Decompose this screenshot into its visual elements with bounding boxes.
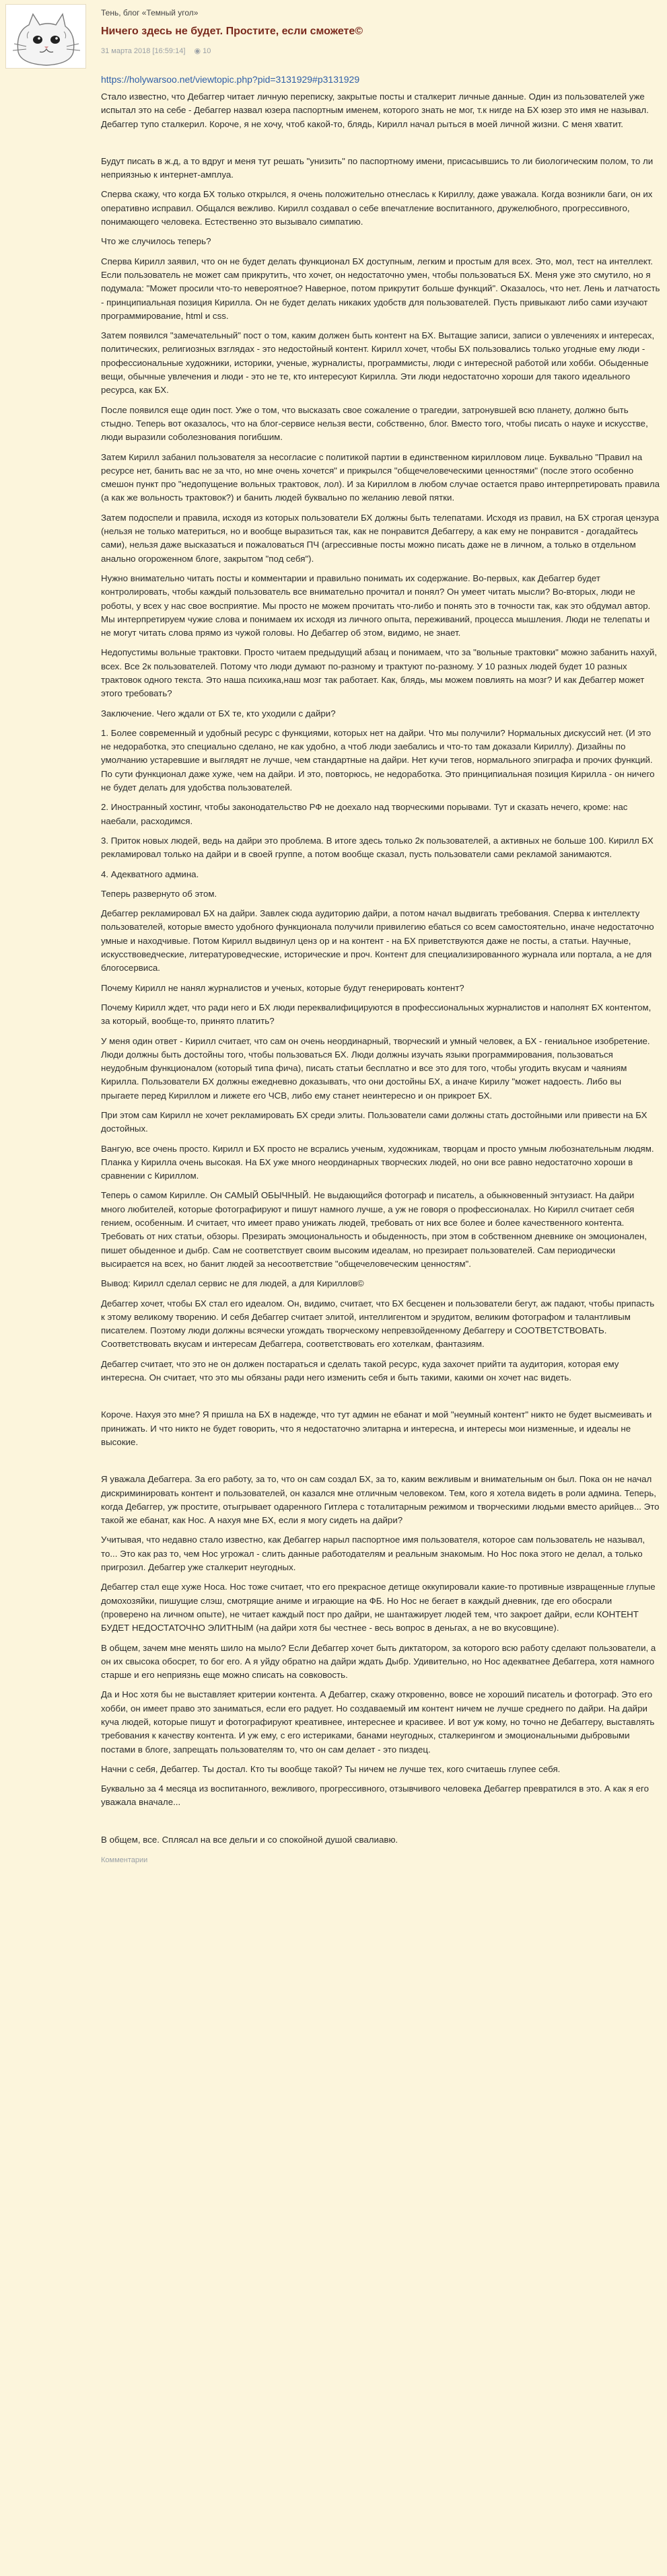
paragraph: Я уважала Дебаггера. За его работу, за то, что он сам создал БХ, за то, каким вежливым и внимательным он был. Пока он не начал дискриминировать контент и пользователей, он казался мне отличным человеком. Тем, кого я хотела видеть в роли админа. Теперь, когда Дебаггер, уж простите, отыгрывает одаренного Гитлера с тоталитарным режимом и творческими людьми вместо арийцев... Это такой же ебанат, как Нос. А нахуя мне БХ, если я могу сидеть на дайри? (101, 1474, 660, 1526)
views-counter (194, 46, 211, 55)
post-title[interactable]: Ничего здесь не будет. Простите, если сможете© (101, 26, 363, 37)
paragraph: Короче. Нахуя это мне? Я пришла на БХ в надежде, что тут админ не ебанат и мой "неумный контент" никто не будет высмеивать и принижать. И что никто не будет говорить, что я недостаточно элитарна и интересна, и интересы мои низменные, и идеалы не высокие. (101, 1409, 652, 1447)
paragraph: Сперва скажу, что когда БХ только открылся, я очень положительно отнеслась к Кириллу, даже уважала. Когда возникли баги, он их оперативно исправил. Общался вежливо. Кирилл создавал о себе впечатление воспитанного, дружелюбного, прогрессивного, понимающего человека. Естественно это вызывало симпатию. (101, 189, 653, 227)
paragraph: Буквально за 4 месяца из воспитанного, вежливого, прогрессивного, отзывчивого человека Дебаггер превратился в это. А как я его уважала вначале... (101, 1783, 649, 1808)
paragraph: Затем Кирилл забанил пользователя за несогласие с политикой партии в единственном кирилловом лице. Буквально "Правил на ресурсе нет, банить вас не за что, но мне очень хочется" и прикрылся "общечеловеческими ценностями" (после этого особенно смешон пункт про "недопущение вольных трактовок, лол). И за Кириллом в любом случае остается право интерпретировать правила (а как же вольность трактовок?) и банить людей буквально по желанию левой пятки. (101, 451, 660, 503)
paragraph: Почему Кирилл не нанял журналистов и ученых, которые будут генерировать контент? (101, 982, 464, 993)
paragraph: Дебаггер хочет, чтобы БХ стал его идеалом. Он, видимо, считает, что БХ бесценен и пользователи бегут, аж падают, чтобы припасть к этому великому творению. И себя Дебаггер считает элитой, интеллигентом и эрудитом, великим фотографом и талантливым писателем. Поэтому люди должны всячески угождать творческому непревзойденному Дебаггеру и СООТВЕТСТВОВАТЬ. Соответствовать вкусам и интересам Дебаггера, соответствовать его хотелкам, фантазиям. (101, 1298, 655, 1350)
paragraph: Вангую, все очень просто. Кирилл и БХ просто не всрались ученым, художникам, творцам и просто умным любознательным людям. Планка у Кирилла очень высокая. На БХ уже много неординарных творческих людей, но они все равно недостаточно хороши в сравнении с Кириллом. (101, 1143, 654, 1181)
source-link[interactable]: https://holywarsoo.net/viewtopic.php?pid=3131929#p3131929 (101, 74, 360, 85)
post-body (0, 74, 667, 1864)
post-paragraphs (101, 90, 660, 1847)
paragraph: Дебаггер рекламировал БХ на дайри. Завлек сюда аудиторию дайри, а потом начал выдвигать требования. Сперва к интеллекту пользователей, которые вместо удобного функционала получили привилегию ебаться со всем самостоятельно, иначе недостаточно умные и находчивые. Потом Кирилл выдвинул ценз ор и на контент - на БХ приветствуются даже не посты, а статьи. Научные, искусствоведческие, литературоведческие, исторические и проч. Контент для специализированного журнала или портала, а не для блогосервиса. (101, 908, 654, 973)
eye-icon: ◉ (194, 47, 201, 55)
paragraph: Учитывая, что недавно стало известно, как Дебаггер нарыл паспортное имя пользователя, которое сам пользователь не называл, то... Это как раз то, чем Нос угрожал - слить данные работодателям и реальным знакомым. Но Нос пока этого не делал, а только пригрозил. Дебаггер уже сталкерит неугодных. (101, 1535, 645, 1573)
paragraph: Будут писать в ж.д, а то вдруг и меня тут решать "унизить" по паспортному имени, присасывшись то ли биологическим полом, то ли неприязнью к интернет-амплуа. (101, 155, 654, 180)
paragraph: Заключение. Чего ждали от БХ те, кто уходили с дайри? (101, 708, 336, 719)
paragraph: Что же случилось теперь? (101, 236, 211, 247)
paragraph: При этом сам Кирилл не хочет рекламировать БХ среди элиты. Пользователи сами должны стать достойными или привести на БХ достойных. (101, 1110, 647, 1134)
paragraph: После появился еще один пост. Уже о том, что высказать свое сожаление о трагедии, затронувшей всю планету, должно быть стыдно. Теперь вот оказалось, что на блог-сервисе нельзя вести, собственно, блог. Вместо того, чтобы писать о науке и искусстве, люди выразили соболезнования погибшим. (101, 404, 648, 443)
paragraph: Вывод: Кирилл сделал сервис не для людей, а для Кириллов© (101, 1278, 364, 1289)
post-meta (101, 46, 211, 55)
post-date: 31 марта 2018 [16:59:14] (101, 47, 186, 55)
paragraph: Стало известно, что Дебаггер читает личную переписку, закрытые посты и сталкерит личные данные. Один из пользователей уже испытал это на себе - Дебаггер назвал юзера паспортным именем, которого знать не мог, т.к нигде на БХ юзер это имя не называл. Дебаггер тупо сталкерил. Короче, я не хочу, чтоб какой-то, блядь, Кирилл начал рыться в моей личной жизни. С меня хватит. (101, 91, 649, 129)
paragraph-spacer (101, 1816, 660, 1833)
paragraph: У меня один ответ - Кирилл считает, что сам он очень неординарный, творческий и умный человек, а БХ - гениальное изобретение. Люди должны быть достойны того, чтобы пользоваться БХ. Люди должны изучать языки программирования, пользоваться неудобным функционалом (который типа фича), писать статьи бесплатно и все это для того, чтобы угодить вкусам и чаяниям Кирилла. Пользователи БХ должны ежедневно доказывать, что они достойны БХ, а иначе Кирилу "может надоесть. Либо вы прыгаете перед Кириллом и лижете его ЧСВ, либо ему станет неинтересно и он прикроет БХ. (101, 1035, 650, 1101)
paragraph: Затем подоспели и правила, исходя из которых пользователи БХ должны быть телепатами. Исходя из правил, на БХ строгая цензура (нельзя не только материться, но и вообще выразиться так, как не понравится Дебаггеру, а как ему не понравится - догадайтесь сами), нельзя даже высказаться и пожаловаться ПЧ (агрессивные посты можно писать даже не в личном, а только в отдельном анально огороженном блоге, закрытом "под себя"). (101, 512, 660, 564)
paragraph-spacer (101, 137, 660, 155)
paragraph: Теперь о самом Кирилле. Он САМЫЙ ОБЫЧНЫЙ. Не выдающийся фотограф и писатель, а обыкновенный энтузиаст. На дайри много любителей, которые фотографируют и пишут намного лучше, а уж не говоря о профессионалах. Но Кирилл считает себя гением, особенным. И считает, что имеет право унижать людей, требовать от них все более и более качественного контента. Требовать от них статьи, обзоры. Презирать эмоциональность и обыденность, при этом в собственном дневнике он эмоционален, пишет обыденное и дыбр. Сам не соответствует своим высоким идеалам, но презирает пользователей. Сам периодически высирается на всех, но банит людей за несоответствие "общечеловеческим ценностям". (101, 1190, 647, 1269)
avatar[interactable] (5, 4, 86, 69)
paragraph: Дебаггер стал еще хуже Носа. Нос тоже считает, что его прекрасное детище оккупировали какие-то противные извращенные глупые домохозяйки, пишущие слэш, смотрящие аниме и играющие на ФБ. Но Нос не бегает в каждый дневник, где его обосрали (проверено на личном опыте), не читает каждый пост про дайри, не шантажирует людей тем, что закроет дайри, если КОНТЕНТ БУДЕТ НЕДОСТАТОЧНО ЭЛИТНЫМ (на дайри хотя бы честнее - весь вопрос в деньгах, а не во вкусовщине). (101, 1582, 656, 1633)
paragraph: Да и Нос хотя бы не выставляет критерии контента. А Дебаггер, скажу откровенно, вовсе не хороший писатель и фотограф. Это его хобби, он имеет право это заниматься, если его радует. Но создаваемый им контент ничем не лучше среднего по дайри. На дайри куча людей, которые пишут и фотографируют креативнее, интереснее и красивее. И вот уж кому, но точно не Дебаггеру, выставлять требования к качеству контента. И уж ему, с его истериками, банами неугодных, сталкерингом и эмоциональными дыбровыми постами в блоге, запрещать пользователям то, что он сам делает - это пиздец. (101, 1689, 655, 1755)
paragraph: Нужно внимательно читать посты и комментарии и правильно понимать их содержание. Во-первых, как Дебаггер будет контролировать, чтобы каждый пользователь все внимательно прочитал и понял? Он умеет читать мысли? Во-вторых, люди не роботы, у всех у нас свое восприятие. Мы просто не можем прочитать что-либо и понять это в точности так, как это обдумал автор. Мы интерпретируем чужие слова и понимаем их исходя из личного опыта, переживаний, процесса мышления. Люди не телепаты и не могут читать слова прямо из чужой головы. Но Дебаггер об этом, видимо, не знает. (101, 573, 651, 638)
paragraph: 3. Приток новых людей, ведь на дайри это проблема. В итоге здесь только 2к пользователей, а активных не больше 100. Кирилл БХ рекламировал только на дайри и в своей группе, а потом вообще сказал, пусть пользователи сами рекламой занимаются. (101, 835, 654, 860)
paragraph-spacer (101, 1391, 660, 1408)
paragraph: Сперва Кирилл заявил, что он не будет делать функционал БХ доступным, легким и простым для всех. Это, мол, тест на интеллект. Если пользователь не может сам прикрутить, что хочет, он недостаточно умен, чтобы пользоваться БХ. Меня уже это смутило, но я подумала: "Может просили что-то невероятное? Наверное, потом прикрутит больше функций". Оказалось, что нет. Лень и латчатость - принципиальная позиция Кирилла. Он не будет делать никаких удобств для пользователей. Пусть привыкают либо сами изучают программирование, html и css. (101, 256, 660, 321)
paragraph: Теперь развернуто об этом. (101, 888, 217, 899)
paragraph: 4. Адекватного админа. (101, 869, 199, 879)
paragraph: В общем, зачем мне менять шило на мыло? Если Дебаггер хочет быть диктатором, за которого всю работу сделают пользователи, а он их свысока обосрет, то бог его. А я уйду обратно на дайри ждать Дыбр. Удивительно, но Нос адекватнее Дебаггера, хотя намного старше и его неприязнь еще можно списать на совковость. (101, 1642, 656, 1681)
views-count: 10 (203, 47, 211, 55)
blog-name[interactable]: Тень, блог «Темный угол» (101, 8, 199, 17)
paragraph: 2. Иностранный хостинг, чтобы законодательство РФ не доехало над творческими порывами. Тут и сказать нечего, кроме: нас наебали, расходимся. (101, 802, 628, 826)
paragraph: Почему Кирилл ждет, что ради него и БХ люди переквалифицируются в профессиональных журналистов и наполнят БХ контентом, за который, вообще-то, принято платить? (101, 1002, 652, 1027)
paragraph: Затем появился "замечательный" пост о том, каким должен быть контент на БХ. Вытащиe записи, записи о увлечениях и интересах, политических, религиозных взглядах - это недостойный контент. Кирилл хочет, чтобы БХ пользовались только угодные ему люди - профессиональные художники, историки, ученые, журналисты, программисты, люди с интересной работой или хобби. Обыденные вещи, обычные увлечения и люди - это не те, кто интересуют Кирилла. Эти люди недостаточно хороши для такого идеального ресурса, как БХ. (101, 330, 655, 396)
paragraph-spacer (101, 1455, 660, 1473)
paragraph: Недопустимы вольные трактовки. Просто читаем предыдущий абзац и понимаем, что за "вольные трактовки" можно забанить нахуй, всех. Все 2к пользователей. Потому что люди думают по-разному и трактуют по-разному. У 10 разных людей будет 10 разных трактовок одного текста. Это наша психика,наш мозг так работает. Как, блядь, мы можем повлиять на мозг? И как Дебаггер может этого требовать? (101, 647, 658, 699)
comments-link[interactable]: Комментарии (101, 1856, 148, 1865)
post-header (0, 0, 667, 74)
cat-avatar-icon (6, 5, 85, 68)
paragraph: Дебаггер считает, что это не он должен постараться и сделать такой ресурс, куда захочет прийти та аудитория, которая ему интересна. Он считает, что это мы обязаны ради него изменить себя и быть такими, какими он хочет нас видеть. (101, 1358, 619, 1383)
paragraph: 1. Более современный и удобный ресурс с функциями, которых нет на дайри. Что мы получили? Нормальных дискуссий нет. (И это не недоработка, это специально сделано, не как удобно, а чтоб люди заебались и что-то там доказали Кириллу). Дизайны по умолчанию устаревшие и выглядят не лучше, чем стандартные на дайри. Нет кучи тегов, нормального эпиграфа и прочих функций. По сути функционал даже хуже, чем на дайри. И это, повторюсь, не недоработка. Это принципиальная позиция Кирилла - он ничего не будет делать для удобства пользователей. (101, 727, 655, 793)
paragraph: Начни с себя, Дебаггер. Ты достал. Кто ты вообще такой? Ты ничем не лучше тех, кого считаешь глупее себя. (101, 1763, 561, 1774)
paragraph: В общем, все. Спляcал на все дельги и со спокойной душой свалиавю. (101, 1834, 398, 1845)
